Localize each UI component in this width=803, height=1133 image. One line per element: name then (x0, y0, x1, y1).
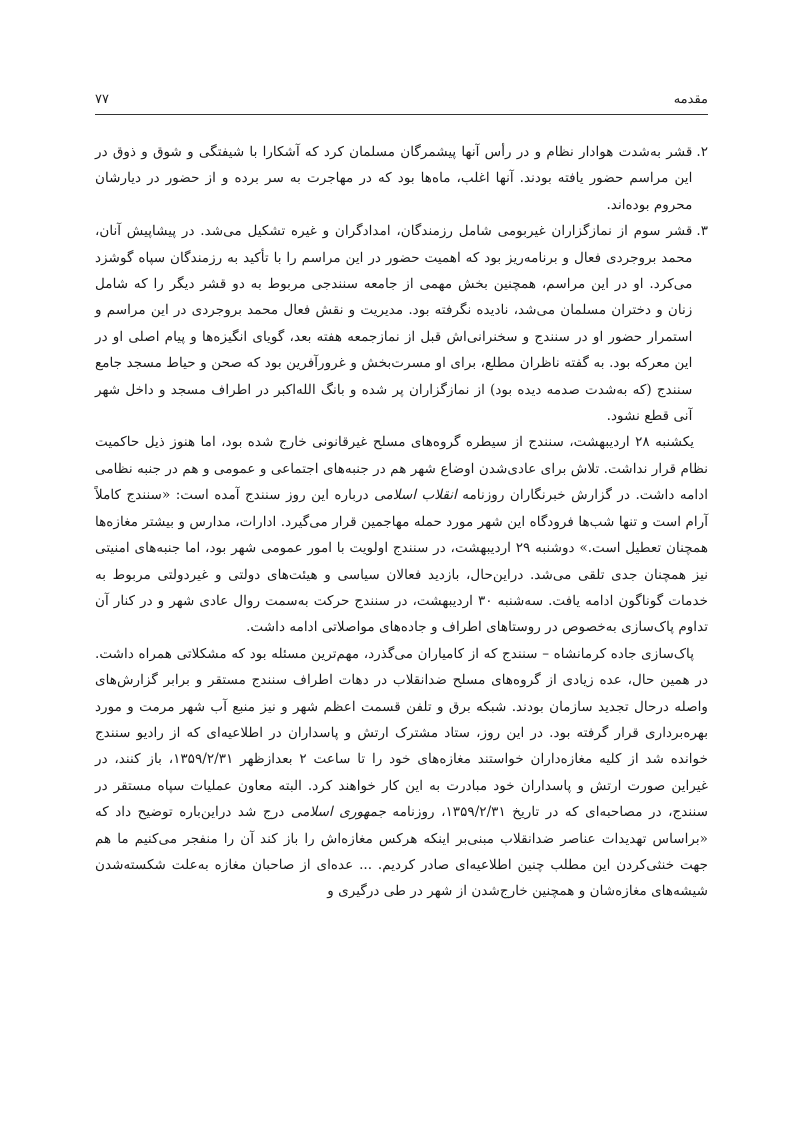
list-item (95, 139, 708, 218)
paragraph-text: پاک‌سازی جاده کرمانشاه – سنندج که از کامیاران می‌گذرد، مهم‌ترین مسئله بود که مشکلاتی همراه داشت. در همین حال، عده زیادی از گروه‌های مسلح ضدانقلاب در دهات اطراف سنندج مستقر و برابر گزارش‌های واصله درحال تجدید سازمان بودند. شبکه برق و تلفن قسمت اعظم شهر و نیز منبع آب شهر مرمت و مورد بهره‌برداری قرار گرفته بود. در این روز، ستاد مشترک ارتش و پاسداران در اطلاعیه‌ای که از رادیو سنندج خوانده شد از کلیه مغازه‌داران خواستند مغازه‌های خود را تا ساعت ۲ بعدازظهر ۱۳۵۹/۲/۳۱، باز کنند، در غیراین صورت ارتش و پاسداران خود مبادرت به این کار خواهند کرد. البته معاون عملیات سپاه مستقر در سنندج، در مصاحبه‌ای که در تاریخ ۱۳۵۹/۲/۳۱، روزنامه (95, 645, 708, 821)
list-item-number: ۳. (696, 223, 708, 240)
list-item (95, 218, 708, 429)
paragraph (95, 429, 708, 640)
running-header (95, 88, 708, 115)
list-item-text: قشر به‌شدت هوادار نظام و در رأس آنها پیشمرگان مسلمان کرد که آشکارا با شیفتگی و شوق و ذوق در این مراسم حضور یافته بودند. آنها اغلب، ماه‌ها بود که در مهاجرت به سر برده و از حضور در دیارشان محروم بوده‌اند. (95, 144, 693, 213)
paragraph-text: درباره این روز سنندج آمده است: «سنندج کاملاً آرام است و تنها شب‌ها فرودگاه این شهر مورد حمله مهاجمین قرار می‌گیرد. ادارات، مدارس و بیشتر مغازه‌ها همچنان تعطیل است.» دوشنبه ۲۹ اردیبهشت، در سنندج اولویت با امور عمومی شهر بود، اما جنبه‌های امنیتی نیز همچنان جدی تلقی می‌شد. دراین‌حال، بازدید فعالان سیاسی و هیئت‌های دولتی و غیردولتی مربوط به خدمات گوناگون ادامه یافت. سه‌شنبه ۳۰ اردیبهشت، در سنندج حرکت به‌سمت روال عادی شهر و در کنار آن تداوم پاک‌سازی به‌خصوص در روستاهای اطراف و جاده‌های مواصلاتی ادامه داشت. (95, 487, 708, 636)
paragraph (95, 641, 708, 905)
body-text (95, 139, 708, 905)
newspaper-title: انقلاب اسلامی (374, 487, 457, 504)
list-item-text: قشر سوم از نمازگزاران غیربومی شامل رزمندگان، امدادگران و غیره تشکیل می‌شد. در پیشاپیش آنان، محمد بروجردی فعال و برنامه‌ریز بود که اهمیت حضور در این مراسم را با تأکید به رزمندگان سپاه گوشزد می‌کرد. او در این مراسم، همچنین بخش مهمی از جامعه سنندجی مربوط به دو قشر دیگر را که شامل زنان و دختران مسلمان می‌شد، نادیده نگرفته بود. مدیریت و نقش فعال محمد بروجردی در این مراسم و استمرار حضور او در سنندج و سخنرانی‌اش قبل از نمازجمعه هفته بعد، گویای انگیزه‌ها و پیام اصلی او در این معرکه بود. به گفته ناظران مطلع، برای او مسرت‌بخش و غرورآفرین بود که صحن و حیاط مسجد جامع سنندج (که به‌شدت صدمه دیده بود) از نمازگزاران پر شده و بانگ الله‌اکبر در اطراف مسجد و داخل شهر آنی قطع نشود. (95, 223, 693, 425)
list-item-number: ۲. (696, 144, 708, 160)
newspaper-title: جمهوری اسلامی (290, 804, 386, 821)
document-page (95, 88, 708, 905)
paragraph-text: یکشنبه ۲۸ اردیبهشت، سنندج از سیطره گروه‌های مسلح غیرقانونی خارج شده بود، اما هنوز ذیل حاکمیت نظام قرار نداشت. تلاش برای عادی‌شدن اوضاع شهر هم در جنبه‌های اجتماعی و عمومی و هم در جنبه نظامی ادامه داشت. در گزارش خبرنگاران روزنامه (95, 434, 708, 504)
chapter-title: مقدمه (673, 91, 708, 107)
paragraph-text: درج شد دراین‌باره توضیح داد که «براساس تهدیدات عناصر ضدانقلاب مبنی‌بر اینکه هرکس مغازه‌اش را باز کند آن را منفجر می‌کنیم ما هم جهت خنثی‌کردن این مطلب چنین اطلاعیه‌ای صادر کردیم. ... عده‌ای از صاحبان مغازه به‌علت شکسته‌شدن شیشه‌های مغازه‌شان و همچنین خارج‌شدن از شهر در طی درگیری و (95, 804, 708, 900)
page-number: ۷۷ (95, 91, 109, 107)
